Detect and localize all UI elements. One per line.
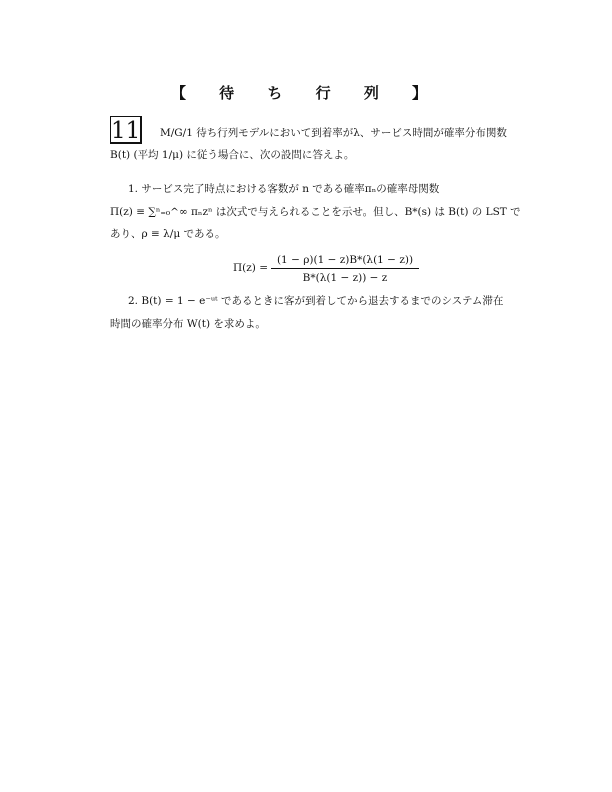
pgf-formula xyxy=(233,253,423,287)
formula-numerator: (1 − ρ)(1 − z)B*(λ(1 − z)) xyxy=(276,254,414,266)
formula-fraction xyxy=(271,253,419,285)
problem-number-box: 11 xyxy=(111,118,141,144)
question-2-line-1: 2. B(t) = 1 − e⁻ᵘᵗ であるときに客が到着してから退去するまでのシステム滞在 xyxy=(128,295,504,307)
question-1-line-3: あり、ρ ≡ λ/μ である。 xyxy=(110,228,226,240)
formula-lhs: Π(z) = xyxy=(233,262,269,274)
question-2-line-2: 時間の確率分布 W(t) を求めよ。 xyxy=(110,318,266,330)
formula-denominator: B*(λ(1 − z)) − z xyxy=(302,272,388,284)
question-1-line-1: 1. サービス完了時点における客数が n である確率πₙの確率母関数 xyxy=(128,183,440,195)
intro-line-1: M/G/1 待ち行列モデルにおいて到着率がλ、サービス時間が確率分布関数 xyxy=(160,127,507,139)
page-title: 【 待 ち 行 列 】 xyxy=(170,84,442,102)
intro-line-2: B(t) (平均 1/μ) に従う場合に、次の設問に答えよ。 xyxy=(110,149,355,161)
question-1-line-2: Π(z) ≡ ∑ⁿ₌₀^∞ πₙzⁿ は次式で与えられることを示せ。但し、B*(s) は B(t) の LST で xyxy=(110,206,521,218)
fraction-bar xyxy=(271,268,419,269)
